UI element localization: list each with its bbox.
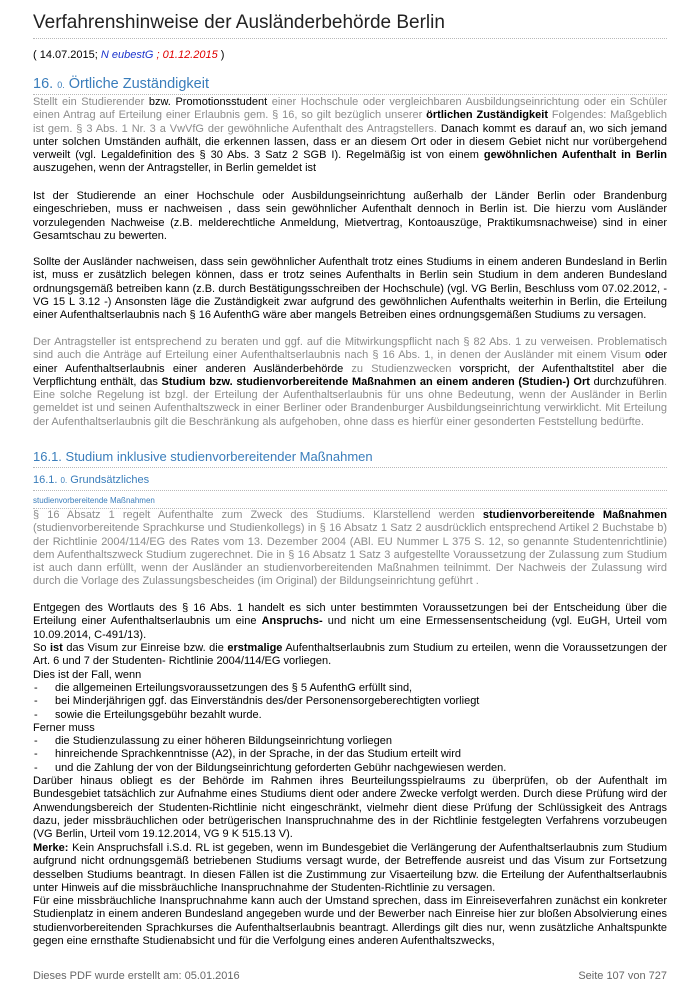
list-item: - hinreichende Sprachkenntnisse (A2), in der Sprache, in der das Studium erteilt wird xyxy=(34,748,461,761)
list-item: - sowie die Erteilungsgebühr bezahlt wurde. xyxy=(34,708,262,721)
section-divider xyxy=(33,467,667,468)
revision-close: ) xyxy=(217,49,225,61)
paragraph-16-1-5: Merke: Kein Anspruchsfall i.S.d. RL ist gegeben, wenn im Bundesgebiet die Verlängerung der Aufenthaltserlaubnis zum Studium aufgrund nicht ordnungsgemäß betriebenen Studiums versagt wurde, der Betreffende ausreist und das Visum zur Fortsetzung desselben Studiums beantragt. In diesen Fällen ist die Zustimmung zur Visaerteilung bzw. die Erteilung der Aufenthaltserlaubnis unter Hinweis auf die missbräuchliche Inanspruchnahme der Studenten-Richtlinie zu versagen. xyxy=(33,842,667,894)
subsection-divider xyxy=(33,490,667,491)
conditions-list-2 xyxy=(33,735,667,775)
revision-date: ( 14.07.2015; xyxy=(33,49,101,61)
title-divider xyxy=(33,38,667,39)
footer-created-date: Dieses PDF wurde erstellt am: 05.01.2016 xyxy=(33,970,240,982)
paragraph-16-2: Ist der Studierende an einer Hochschule oder Ausbildungseinrichtung außerhalb der Länder Berlin oder Brandenburg eingeschrieben, muss er nachweisen , dass sein gewöhnlicher Aufenthalt dennoch in Berlin ist. Die hierzu vom Ausländer vorzulegenden Nachweise (z.B. melderechtliche Anmeldung, Mietvertrag, Kontoauszüge, Praktikumsnachweise) sind in einer Gesamtschau zu bewerten. xyxy=(33,190,667,242)
paragraph-16-1-4: Darüber hinaus obliegt es der Behörde im Rahmen ihres Beurteilungsspielraums zu überprüfen, ob der Aufenthalt im Bundesgebiet tatsächlich zur Aufnahme eines Studiums dient oder andere Zwecke verfolgt werden. Durch diese Prüfung wird der Anwendungsbereich der Studenten-Richtlinie nicht eingeschränkt, vielmehr dient diese Prüfung der Schlüssigkeit des Antrags dazu, jeder missbräuchlichen oder betrügerischen Inanspruchnahme des in der Richtlinie festgelegten Verfahrens vorzubeugen (VG Berlin, Urteil vom 19.12.2014, VG 9 K 515.13 V). xyxy=(33,775,667,841)
paragraph-16-1-3: So ist das Visum zur Einreise bzw. die erstmalige Aufenthaltserlaubnis zum Studium zu erteilen, wenn die Voraussetzungen der Art. 6 und 7 der Studenten- Richtlinie 2004/114/EG vorliegen. xyxy=(33,642,668,668)
list-item: - die allgemeinen Erteilungsvoraussetzungen des § 5 AufenthG erfüllt sind, xyxy=(34,682,413,694)
section-heading-16-1: 16.1. Studium inklusive studienvorbereitender Maßnahmen xyxy=(33,449,373,464)
section-divider xyxy=(33,94,667,95)
keyword-label: studienvorbereitende Maßnahmen xyxy=(33,496,155,505)
paragraph-16-4: Der Antragsteller ist entsprechend zu beraten und ggf. auf die Mitwirkungspflicht nach § 82 Abs. 1 zu verweisen. Problematisch sind auch die Anträge auf Erteilung einer Aufenthaltserlaubnis nach § 16 Abs. 1, in denen der Ausländer mit einem Visum oder einer Aufenthaltserlaubnis einer anderen Ausländerbehörde zu Studienzwecken vorspricht, der Aufenthaltstitel aber die Verpflichtung enthält, das Studium bzw. studienvorbereitende Maßnahmen an einem anderen (Studien-) Ort durchzuführen. Eine solche Regelung ist bzgl. der Erteilung der Aufenthaltserlaubnis für uns ohne Bedeutung, wenn der Ausländer in Berlin gemeldet ist und seinen Aufenthaltszweck in einer Berliner oder Brandenburger Ausbildungseinrichtung verwirklicht. Mit Erteilung der Aufenthaltserlaubnis gilt die Beschränkung als aufgehoben, ohne dass es hierfür einer gesonderten Feststellung bedürfte. xyxy=(33,336,667,428)
subsection-heading-grundsaetzliches: 16.1. 0. Grundsätzliches xyxy=(33,474,150,486)
section-heading-16: 16. 0. Örtliche Zuständigkeit xyxy=(33,76,209,92)
paragraph-16-1-1: § 16 Absatz 1 regelt Aufenthalte zum Zweck des Studiums. Klarstellend werden studienvorbereitende Maßnahmen (studienvorbereitende Sprachkurse und Studienkollegs) in § 16 Absatz 1 Satz 2 ausdrücklich entsprechend Artikel 2 Buchstabe b) der Richtlinie 2004/114/EG des Rates vom 13. Dezember 2004 (ABl. EU Nummer L 375 S. 12, so genannte Studentenrichtlinie) dem Aufenthaltszweck Studium zugerechnet. Die in § 16 Absatz 1 Satz 3 aufgestellte Voraussetzung der Zulassung zum Studium ist auch dann erfüllt, wenn der Ausländer an studienvorbereitenden Maßnahmen teilnimmt. Der Nachweis der Zulassung wird durch die Vorlage des Zulassungsbescheides (im Original) der Bildungseinrichtung geführt . xyxy=(33,509,667,588)
list-item: - bei Minderjährigen ggf. das Einverständnis des/der Personensorgeberechtigten vorliegt xyxy=(34,695,480,708)
paragraph-16-1-6: Für eine missbräuchliche Inanspruchnahme kann auch der Umstand sprechen, dass im Einreiseverfahren zunächst ein konkreter Studienplatz in einem anderen Bundesland angegeben wurde und der Bewerber nach Einreise hier zur bloßen Absolvierung eines studienvorbereitenden Sprachkurses die Aufenthaltserlaubnis beantragt. Allerdings gilt dies nur, wenn zusätzliche Anhaltspunkte gegen eine ernsthafte Studienabsicht und für die Verfolgung eines anderen Aufenthaltszwecks, xyxy=(33,895,667,947)
paragraph-16-3: Sollte der Ausländer nachweisen, dass sein gewöhnlicher Aufenthalt trotz eines Studiums in einem anderen Bundesland in Berlin ist, muss er zusätzlich belegen können, dass er trotz seines Aufenthalts in Berlin sein Studium in dem anderen Bundesland ordnungsgemäß betreiben kann (z.B. durch Bestätigungsschreiben der Hochschule) (vgl. VG Berlin, Beschluss vom 07.02.2012, - VG 15 L 3.12 -) Ansonsten läge die Zuständigkeit zwar aufgrund des gewöhnlichen Aufenthalts weiterhin in Berlin, die Erteilung einer Aufenthaltserlaubnis nach § 16 AufenthG wäre aber mangels Betreiben eines ordnungsgemäßen Studiums zu versagen. xyxy=(33,256,667,322)
revision-info xyxy=(33,49,224,61)
changed-date: 01.12.2015 xyxy=(162,49,218,61)
document-title: Verfahrenshinweise der Ausländerbehörde Berlin xyxy=(33,12,445,33)
list-intro-2: Ferner muss xyxy=(33,722,95,734)
conditions-list-1 xyxy=(33,682,667,722)
footer-page-number: Seite 107 von 727 xyxy=(578,970,667,982)
paragraph-16-1: Stellt ein Studierender bzw. Promotionsstudent einer Hochschule oder vergleichbaren Ausbildungseinrichtung oder ein Schüler einen Antrag auf Erteilung einer Erlaubnis gem. § 16, so gilt bezüglich unserer örtlichen Zuständigkeit Folgendes: Maßgeblich ist gem. § 3 Abs. 1 Nr. 3 a VwVfG der gewöhnliche Aufenthalt des Antragstellers. Danach kommt es darauf an, wo sich jemand unter solchen Umständen aufhält, die erkennen lassen, dass er an diesem Ort oder in diesem Gebiet nicht nur vorübergehend verweilt (vgl. Legaldefinition des § 30 Abs. 3 Satz 2 SGB I). Regelmäßig ist von einem gewöhnlichen Aufenthalt in Berlin auszugehen, wenn der Antragsteller, in Berlin gemeldet ist xyxy=(33,96,668,175)
list-intro-1: Dies ist der Fall, wenn xyxy=(33,669,142,681)
separator: ; xyxy=(153,49,163,61)
list-item: - und die Zahlung der von der Bildungseinrichtung geforderten Gebühr nachgewiesen werden. xyxy=(34,761,507,774)
paragraph-16-1-2: Entgegen des Wortlauts des § 16 Abs. 1 handelt es sich unter bestimmten Voraussetzungen bei der Entscheidung über die Erteilung einer Aufenthaltserlaubnis um eine Anspruchs- und nicht um eine Ermessensentscheidung (vgl. EuGH, Urteil vom 10.09.2014, C-491/13). xyxy=(33,602,667,641)
new-marker: N eubestG xyxy=(100,49,154,61)
list-item: - die Studienzulassung zu einer höheren Bildungseinrichtung vorliegen xyxy=(34,735,392,747)
